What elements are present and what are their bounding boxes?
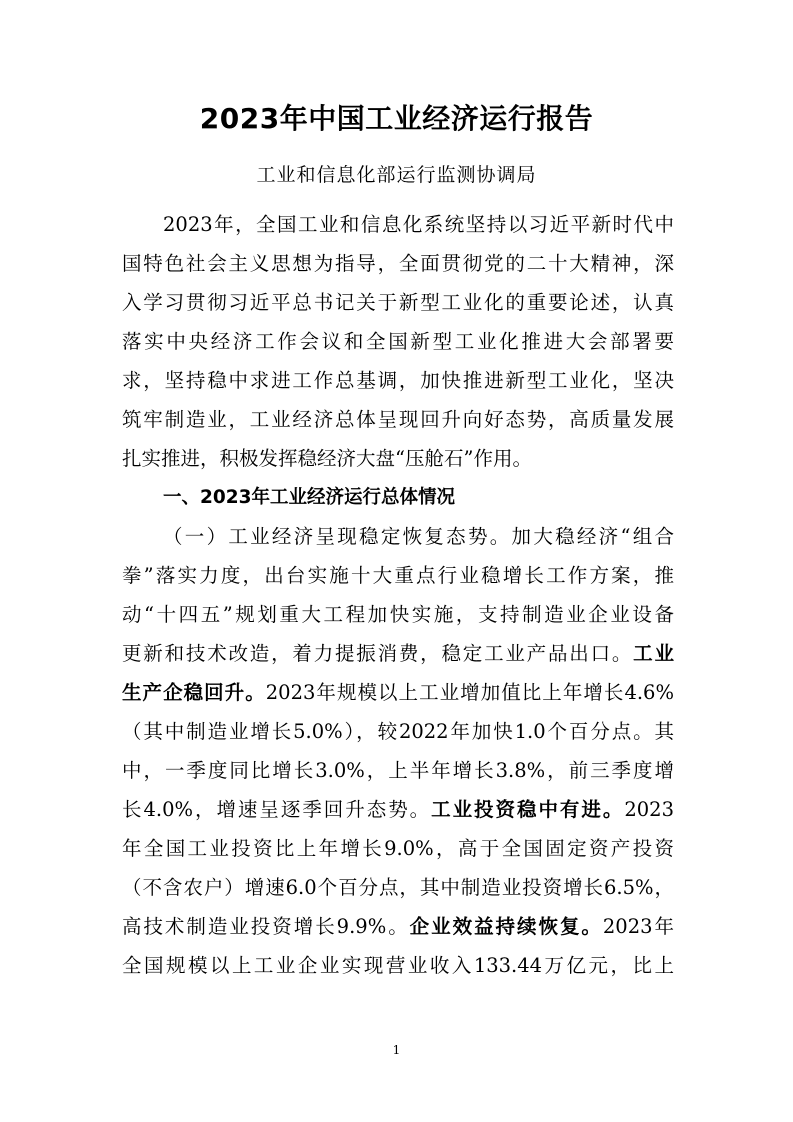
document-title: 2023年中国工业经济运行报告	[199, 102, 594, 135]
paragraph-text: 2023年	[602, 915, 674, 938]
paragraph-text: 高技术制造业投资增长9.9%。	[122, 915, 410, 938]
paragraph-line: 全国规模以上工业企业实现营业收入133.44万亿元，比上	[122, 954, 674, 977]
document-author: 工业和信息化部运行监测协调局	[256, 164, 537, 186]
paragraph-line: 中，一季度同比增长3.0%，上半年增长3.8%，前三季度增	[122, 759, 674, 782]
paragraph-line: 动“十四五”规划重大工程加快实施，支持制造业企业设备	[122, 603, 674, 626]
paragraph-line	[122, 673, 674, 712]
paragraph-line: （其中制造业增长5.0%），较2022年加快1.0个百分点。其	[122, 720, 674, 743]
paragraph-line	[122, 790, 674, 829]
paragraph-text: 更新和技术改造，着力提振消费，稳定工业产品出口。	[122, 642, 634, 665]
bold-phrase: 工业	[633, 642, 674, 665]
bold-phrase: 企业效益持续恢复。	[409, 915, 603, 938]
paragraph-line: 拳”落实力度，出台实施十大重点行业稳增长工作方案，推	[122, 564, 674, 587]
bold-phrase: 生产企稳回升。	[122, 681, 266, 704]
intro-line: 求，坚持稳中求进工作总基调，加快推进新型工业化，坚决	[122, 369, 674, 392]
intro-line: 入学习贯彻习近平总书记关于新型工业化的重要论述，认真	[122, 291, 674, 314]
intro-line: 2023年，全国工业和信息化系统坚持以习近平新时代中	[163, 213, 674, 236]
intro-line: 国特色社会主义思想为指导，全面贯彻党的二十大精神，深	[122, 252, 674, 275]
paragraph-line: 年全国工业投资比上年增长9.0%，高于全国固定资产投资	[122, 837, 674, 860]
intro-line: 落实中央经济工作会议和全国新型工业化推进大会部署要	[122, 330, 674, 353]
paragraph-line	[122, 634, 674, 673]
paragraph-text: 长4.0%，增速呈逐季回升态势。	[122, 798, 432, 821]
intro-line: 扎实推进，积极发挥稳经济大盘“压舱石”作用。	[122, 447, 532, 470]
paragraph-text: 2023	[624, 798, 674, 821]
document-body	[122, 205, 674, 985]
paragraph-line	[122, 907, 674, 946]
section-heading: 一、2023年工业经济运行总体情况	[163, 487, 455, 508]
paragraph-text: 2023年规模以上工业增加值比上年增长4.6%	[265, 681, 674, 704]
bold-phrase: 工业投资稳中有进。	[431, 798, 625, 821]
paragraph-line: （不含农户）增速6.0个百分点，其中制造业投资增长6.5%，	[122, 876, 674, 899]
page-number: 1	[392, 1043, 401, 1057]
paragraph-line: （一）工业经济呈现稳定恢复态势。加大稳经济“组合	[163, 525, 674, 548]
intro-line: 筑牢制造业，工业经济总体呈现回升向好态势，高质量发展	[122, 408, 674, 431]
